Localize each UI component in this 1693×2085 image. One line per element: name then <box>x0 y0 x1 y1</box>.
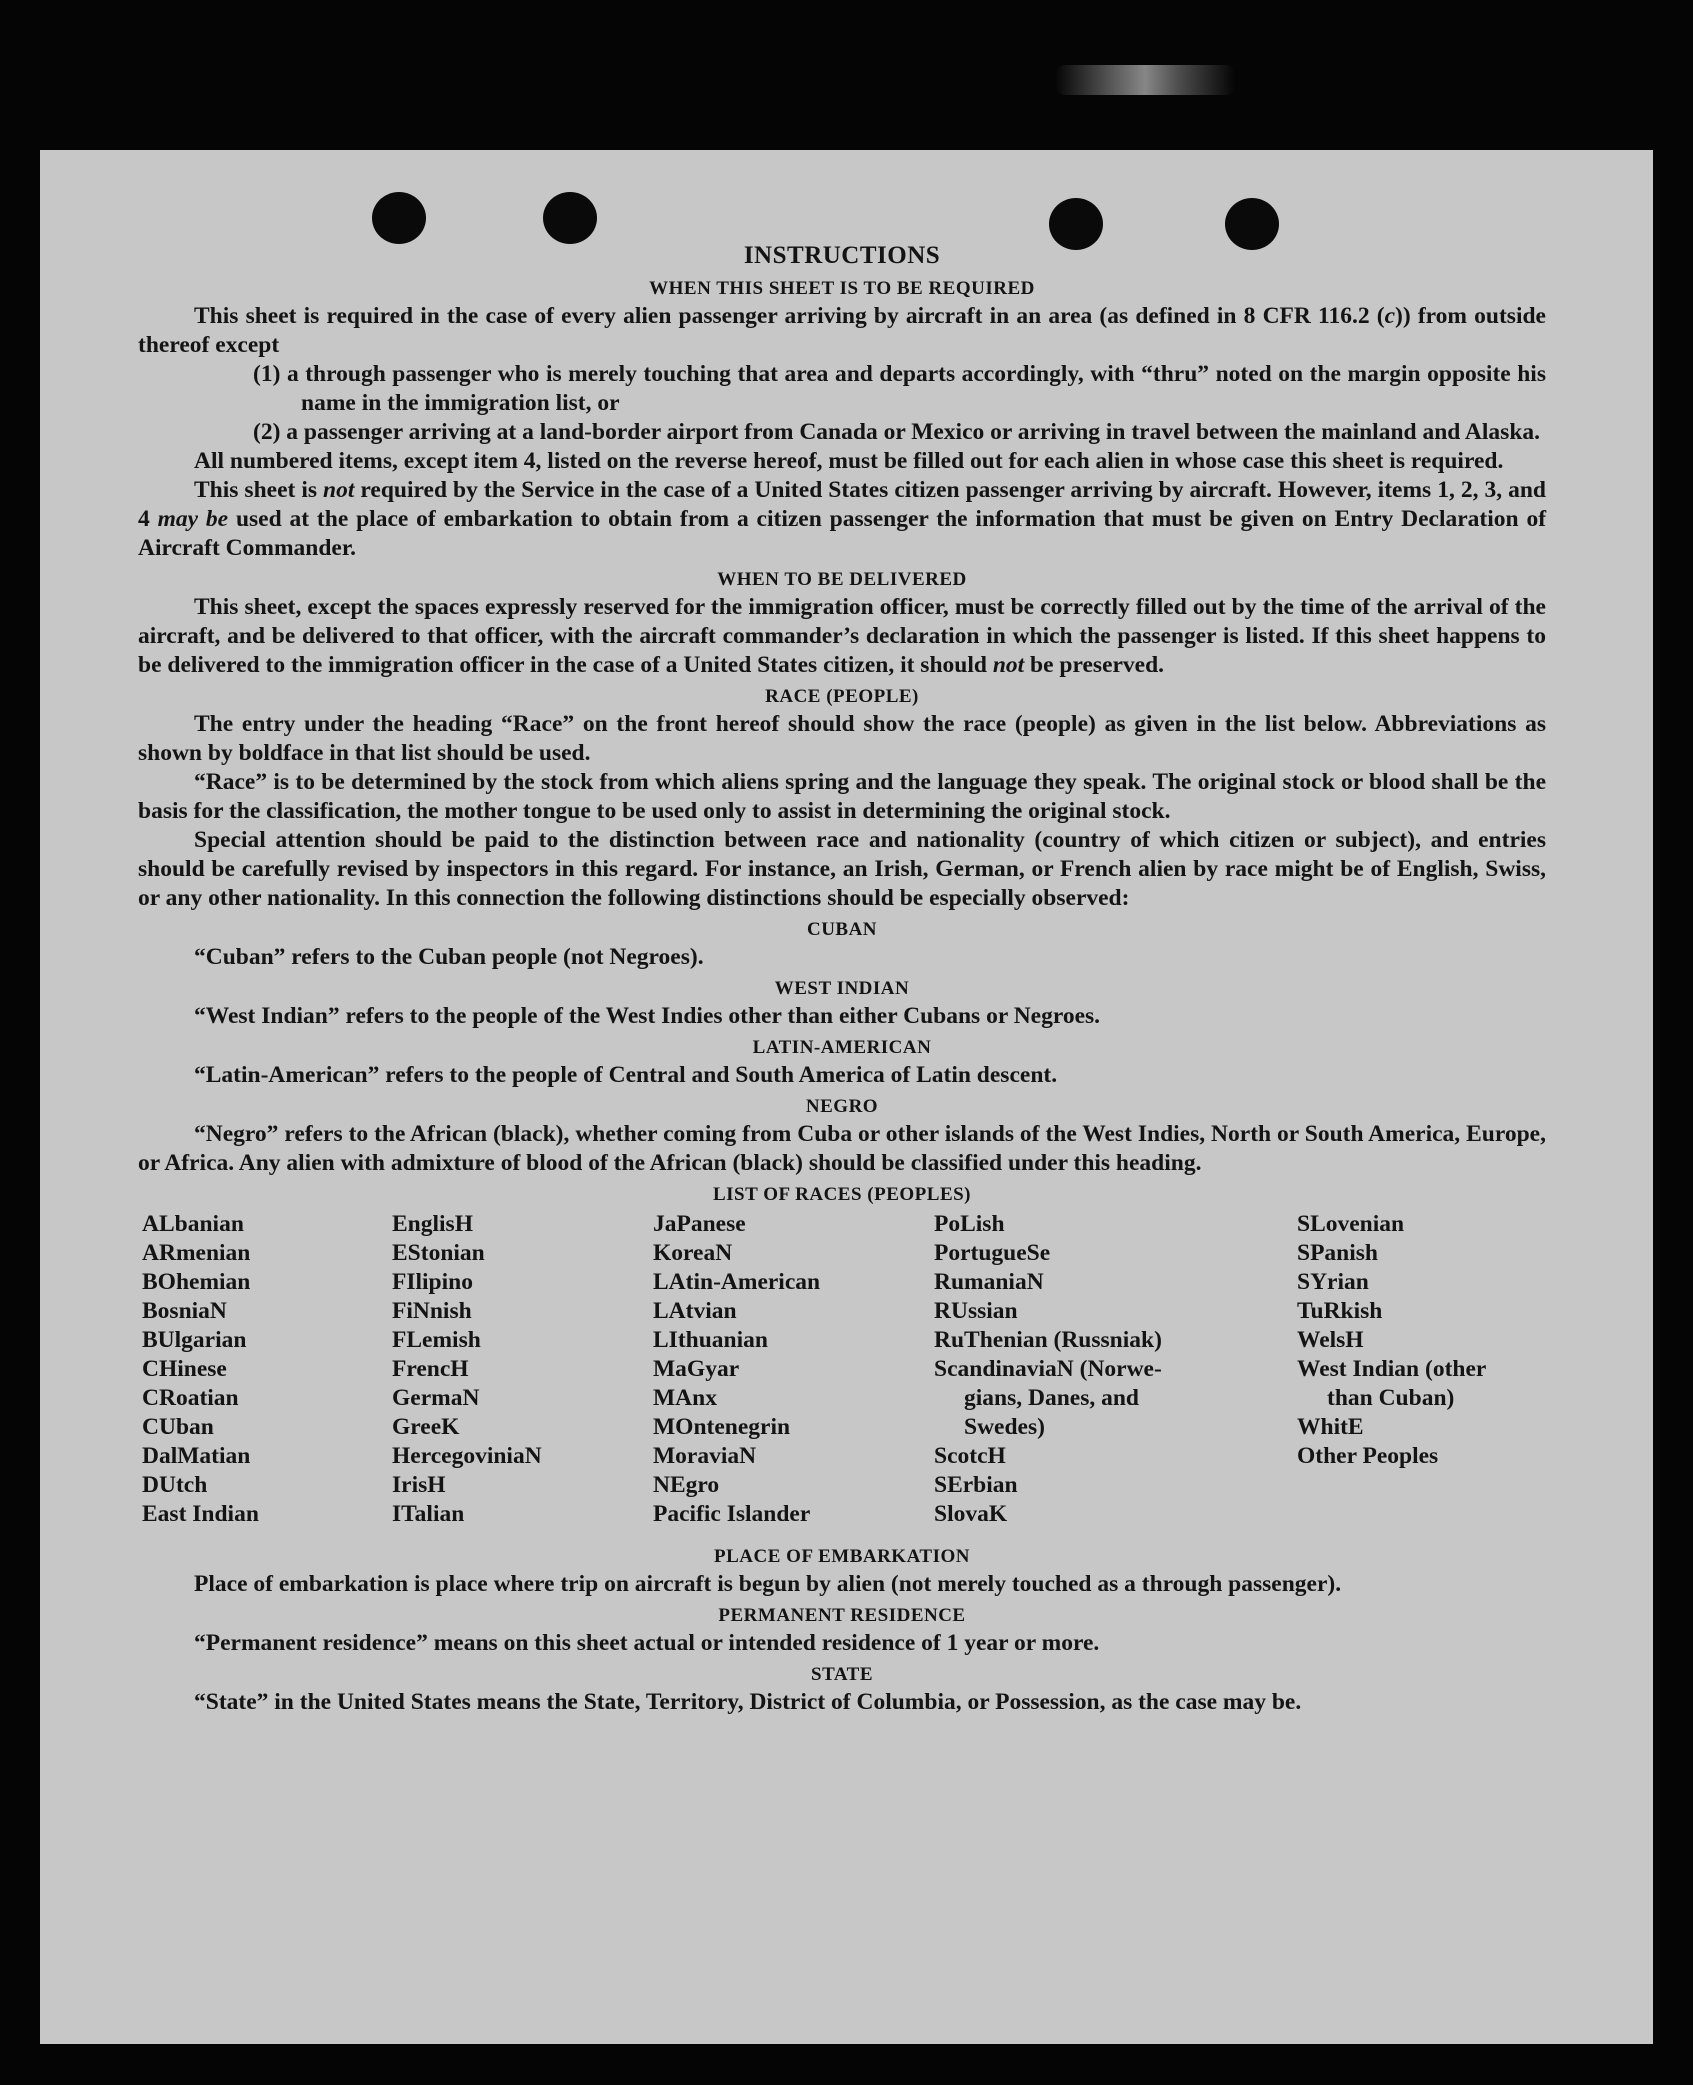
race-entry: MaGyar <box>653 1356 740 1382</box>
smudge-mark <box>1055 65 1235 95</box>
paragraph <box>138 302 1546 360</box>
race-entry: TuRkish <box>1297 1298 1383 1324</box>
race-entry: FLemish <box>392 1327 481 1353</box>
race-entry: GermaN <box>392 1385 480 1411</box>
paragraph: “Permanent residence” means on this sheet actual or intended residence of 1 year or more. <box>194 1630 1100 1656</box>
heading-delivered: WHEN TO BE DELIVERED <box>717 569 967 590</box>
paragraph: Special attention should be paid to the distinction between race and nationality (country of which citizen or subject), and entries should be carefully revised by inspectors in this regard. For instance, an Irish, German, or French alien by race might be of English, Swiss, or any other nationality. In this connection the following distinctions should be especially observed: <box>138 827 1546 911</box>
race-entry: LIthuanian <box>653 1327 768 1353</box>
race-entry: FrencH <box>392 1356 469 1382</box>
text-segment: This sheet is <box>194 477 324 503</box>
race-entry: Pacific Islander <box>653 1501 811 1527</box>
race-column <box>934 1210 1162 1529</box>
text-segment: not <box>323 477 355 503</box>
race-entry: NEgro <box>653 1472 720 1498</box>
heading-required: WHEN THIS SHEET IS TO BE REQUIRED <box>649 278 1035 299</box>
text-segment: c <box>1384 303 1396 329</box>
race-list <box>138 1210 1546 1540</box>
race-entry: BosniaN <box>142 1298 227 1324</box>
race-column <box>142 1210 259 1529</box>
text-segment: )) from outside thereof except <box>138 303 1546 358</box>
race-entry: than Cuban) <box>1327 1385 1455 1411</box>
instructions-content <box>138 236 1546 1717</box>
race-entry: RUssian <box>934 1298 1018 1324</box>
heading-west-indian: WEST INDIAN <box>774 978 910 999</box>
race-entry: MOntenegrin <box>653 1414 791 1440</box>
race-entry: PortugueSe <box>934 1240 1051 1266</box>
race-entry: MAnx <box>653 1385 717 1411</box>
heading-embarkation: PLACE OF EMBARKATION <box>714 1546 970 1567</box>
paragraph <box>138 593 1546 680</box>
race-entry: Other Peoples <box>1297 1443 1439 1469</box>
race-entry: RuThenian (Russniak) <box>934 1327 1162 1353</box>
heading-race: RACE (PEOPLE) <box>765 686 919 707</box>
race-entry: DUtch <box>142 1472 208 1498</box>
race-entry: PoLish <box>934 1211 1005 1237</box>
race-entry: LAtvian <box>653 1298 737 1324</box>
text-segment: not <box>992 652 1025 678</box>
paragraph: “Latin-American” refers to the people of Central and South America of Latin descent. <box>194 1062 1058 1088</box>
race-entry: ARmenian <box>142 1240 251 1266</box>
race-entry: DalMatian <box>142 1443 251 1469</box>
heading-cuban: CUBAN <box>806 919 878 940</box>
race-entry: ScotcH <box>934 1443 1006 1469</box>
paragraph: “Negro” refers to the African (black), whether coming from Cuba or other islands of the West Indies, North or South America, Europe, or Africa. Any alien with admixture of blood of the African (black) should be classified under this heading. <box>138 1121 1546 1176</box>
race-entry: RumaniaN <box>934 1269 1044 1295</box>
paragraph: “Cuban” refers to the Cuban people (not Negroes). <box>194 944 704 970</box>
text-segment: used at the place of embarkation to obtain from a citizen passenger the information that must be given on Entry Declaration of Aircraft Commander. <box>138 506 1547 561</box>
text-segment: be preserved. <box>1024 652 1165 678</box>
race-entry: ITalian <box>392 1501 465 1527</box>
paragraph: The entry under the heading “Race” on the front hereof should show the race (people) as given in the list below. Abbreviations as shown by boldface in that list should be used. <box>138 711 1546 766</box>
race-entry: BUlgarian <box>142 1327 247 1353</box>
race-entry: WelsH <box>1297 1327 1364 1353</box>
race-entry: ALbanian <box>142 1211 244 1237</box>
race-entry: LAtin-American <box>653 1269 821 1295</box>
race-entry: FiNnish <box>392 1298 472 1324</box>
race-entry: CHinese <box>142 1356 227 1382</box>
race-column <box>392 1210 542 1529</box>
paragraph: “Race” is to be determined by the stock from which aliens spring and the language they speak. The original stock or blood shall be the basis for the classification, the mother tongue to be used only to assist in determining the original stock. <box>138 769 1546 824</box>
paragraph: Place of embarkation is place where trip on aircraft is begun by alien (not merely touched as a through passenger). <box>194 1571 1342 1597</box>
race-entry: BOhemian <box>142 1269 251 1295</box>
race-column <box>1297 1210 1486 1471</box>
race-entry: JaPanese <box>653 1211 746 1237</box>
race-entry: IrisH <box>392 1472 446 1498</box>
race-entry: FIlipino <box>392 1269 473 1295</box>
heading-state: STATE <box>811 1664 873 1685</box>
race-column <box>653 1210 820 1529</box>
text-segment: required by the Service in the case of a United States citizen passenger arriving by aircraft. However, items 1, 2, 3, and 4 <box>138 477 1547 532</box>
text-segment: This sheet, except the spaces expressly reserved for the immigration officer, must be correctly filled out by the time of the arrival of the aircraft, and be delivered to that officer, with the aircraft commander’s declaration in which the passenger is listed. If this sheet happens to be delivered to the immigration officer in the case of a United States citizen, it should <box>138 594 1546 678</box>
list-item: (1) a through passenger who is merely touching that area and departs accordingly, with “thru” noted on the margin opposite his name in the immigration list, or <box>253 361 1546 416</box>
race-entry: GreeK <box>392 1414 460 1440</box>
heading-list-of-races: LIST OF RACES (PEOPLES) <box>712 1184 972 1205</box>
paragraph: “State” in the United States means the State, Territory, District of Columbia, or Possession, as the case may be. <box>194 1689 1302 1715</box>
text-segment: may be <box>157 506 229 532</box>
race-entry: ScandinaviaN (Norwe- <box>934 1356 1162 1382</box>
race-entry: KoreaN <box>653 1240 733 1266</box>
race-entry: CRoatian <box>142 1385 239 1411</box>
heading-negro: NEGRO <box>805 1096 879 1117</box>
heading-permanent-residence: PERMANENT RESIDENCE <box>718 1605 966 1626</box>
race-entry: gians, Danes, and <box>964 1385 1139 1411</box>
paragraph: All numbered items, except item 4, listed on the reverse hereof, must be filled out for each alien in whose case this sheet is required. <box>194 448 1504 474</box>
heading-latin-american: LATIN-AMERICAN <box>752 1037 932 1058</box>
race-entry: Swedes) <box>964 1414 1045 1440</box>
race-entry: SYrian <box>1297 1269 1369 1295</box>
race-entry: MoraviaN <box>653 1443 757 1469</box>
race-entry: East Indian <box>142 1501 259 1527</box>
race-entry: CUban <box>142 1414 214 1440</box>
race-entry: SLovenian <box>1297 1211 1405 1237</box>
list-item: (2) a passenger arriving at a land-border airport from Canada or Mexico or arriving in travel between the mainland and Alaska. <box>253 419 1541 445</box>
race-entry: SPanish <box>1297 1240 1378 1266</box>
paragraph: “West Indian” refers to the people of the West Indies other than either Cubans or Negroes. <box>194 1003 1101 1029</box>
race-entry: West Indian (other <box>1297 1356 1487 1382</box>
race-entry: HercegoviniaN <box>392 1443 542 1469</box>
race-entry: WhitE <box>1297 1414 1364 1440</box>
race-entry: SlovaK <box>934 1501 1008 1527</box>
paragraph <box>138 476 1546 563</box>
text-segment: This sheet is required in the case of every alien passenger arriving by aircraft in an area (as defined in 8 CFR 116.2 ( <box>194 303 1385 329</box>
page-title: INSTRUCTIONS <box>743 242 941 269</box>
race-entry: SErbian <box>934 1472 1018 1498</box>
race-entry: EnglisH <box>392 1211 473 1237</box>
race-entry: EStonian <box>392 1240 485 1266</box>
